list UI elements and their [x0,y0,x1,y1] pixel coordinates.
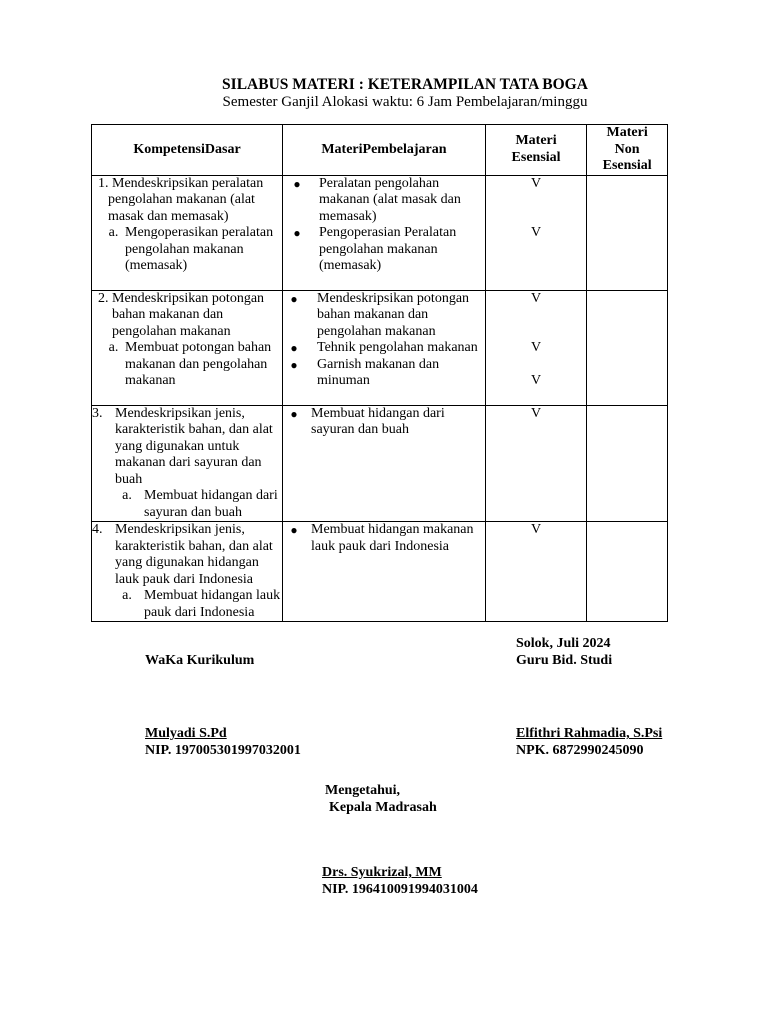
kd-main: 1. Mendeskripsikan peralatan pengolahan makanan (alat masak dan memasak) [98,175,264,224]
kd-sub: a. Membuat hidangan lauk pauk dari Indonesia [122,588,281,620]
center-signer-id: NIP. 196410091994031004 [322,882,478,897]
list-item: ● Membuat hidangan makanan lauk pauk dari Indonesia [283,522,485,555]
check-mark: V [531,290,542,306]
document-subtitle: Semester Ganjil Alokasi waktu: 6 Jam Pembelajaran/minggu [222,94,588,110]
right-signer-id: NPK. 6872990245090 [516,743,644,758]
kd-main: 3. Mendeskripsikan jenis, karakteristik bahan, dan alat yang digunakan untuk makanan dari sayuran dan buah [92,405,273,487]
materi-cell [283,290,486,405]
check-mark: V [531,340,542,355]
kd-sub: a. Membuat hidangan dari sayuran dan buah [122,488,278,520]
non-esensial-cell [587,175,668,290]
check-mark: V [531,373,542,388]
list-item: ● Garnish makanan dan minuman [283,357,485,390]
materi-cell [283,522,486,622]
list-item: ● Tehnik pengolahan makanan [283,340,485,357]
list-item: ● Pengoperasian Peralatan pengolahan makanan (memasak) [283,225,485,275]
kd-main: 2. Mendeskripsikan potongan bahan makanan dan pengolahan makanan [98,290,265,339]
kd-cell [92,290,283,405]
esensial-cell [485,290,586,405]
list-item: ● Membuat hidangan dari sayuran dan buah [283,406,485,439]
right-signer-name: Elfithri Rahmadia, S.Psi [516,726,663,741]
kd-cell [92,175,283,290]
acknowledgement-label: Mengetahui, [325,783,401,798]
bullet-icon: ● [290,291,298,306]
list-item: ● Peralatan pengolahan makanan (alat masak dan memasak) [283,176,485,226]
bullet-icon: ● [290,406,298,421]
check-mark: V [531,405,542,421]
kd-sub: a. Membuat potongan bahan makanan dan pengolahan makanan [108,340,272,388]
header-kompetensi-dasar: KompetensiDasar [92,125,283,176]
check-mark: V [531,225,542,240]
syllabus-table [91,124,668,622]
kd-sub: a. Mengoperasikan peralatan pengolahan makanan (memasak) [108,225,274,273]
header-materi-pembelajaran: MateriPembelajaran [283,125,486,176]
header-materi-esensial: Materi Esensial [485,125,586,176]
materi-cell [283,175,486,290]
bullet-icon: ● [293,226,301,240]
left-role: WaKa Kurikulum [145,653,255,668]
table-row [92,405,668,522]
esensial-cell [485,522,586,622]
kd-main: 4. Mendeskripsikan jenis, karakteristik bahan, dan alat yang digunakan hidangan lauk pauk dari Indonesia [92,522,273,587]
center-role: Kepala Madrasah [329,800,437,815]
center-signer-name: Drs. Syukrizal, MM [322,865,442,880]
bullet-icon: ● [290,341,298,355]
materi-cell [283,405,486,522]
place-date: Solok, Juli 2024 [516,636,611,651]
check-mark: V [531,522,542,537]
bullet-icon: ● [290,523,298,537]
esensial-cell [485,175,586,290]
table-row [92,522,668,622]
left-signer-name: Mulyadi S.Pd [145,726,227,741]
kd-cell [92,522,283,622]
bullet-icon: ● [290,357,298,372]
header-materi-non-esensial: Materi Non Esensial [587,125,668,176]
table-header-row [92,125,668,176]
esensial-cell [485,405,586,522]
table-row [92,290,668,405]
kd-cell [92,405,283,522]
document-title: SILABUS MATERI : KETERAMPILAN TATA BOGA [222,76,588,93]
non-esensial-cell [587,522,668,622]
check-mark: V [531,175,542,191]
left-signer-id: NIP. 197005301997032001 [145,743,301,758]
non-esensial-cell [587,290,668,405]
table-row [92,175,668,290]
right-role: Guru Bid. Studi [516,653,613,668]
non-esensial-cell [587,405,668,522]
bullet-icon: ● [293,176,301,191]
list-item: ● Mendeskripsikan potongan bahan makanan dan pengolahan makanan [283,291,485,341]
